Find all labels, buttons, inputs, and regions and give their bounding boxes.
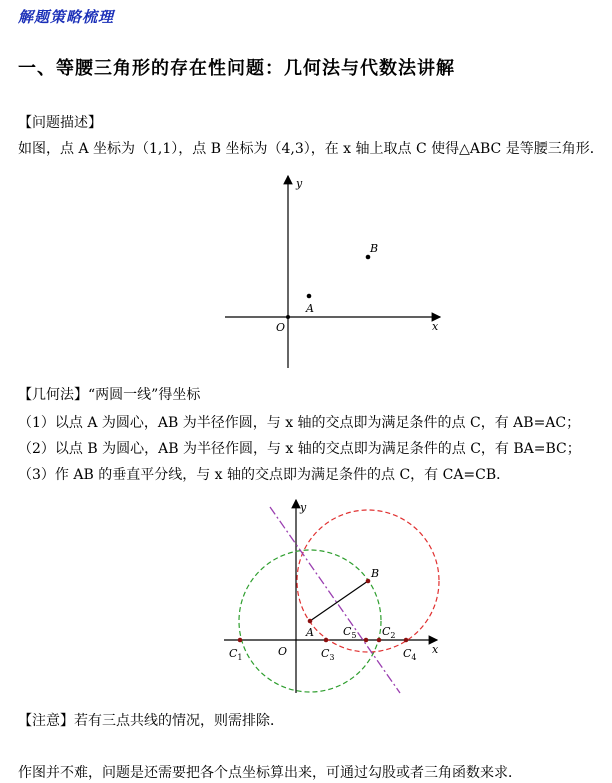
point-b-label: B — [371, 567, 380, 580]
note-text: 若有三点共线的情况，则需排除． — [74, 713, 284, 729]
point-b — [366, 579, 371, 584]
geometric-label: 【几何法】“两圆一线”得坐标 — [18, 387, 201, 403]
point-c2 — [377, 638, 382, 643]
point-c4-label: $C_4$ — [403, 647, 417, 662]
point-a — [307, 294, 312, 299]
x-axis-label: x — [432, 643, 439, 656]
point-a-label: A — [306, 302, 314, 315]
origin-label: O — [276, 321, 286, 334]
section-title: 解题策略梳理 — [18, 8, 115, 26]
point-a — [308, 619, 313, 624]
point-c3 — [324, 638, 329, 643]
point-b — [366, 255, 371, 260]
perpendicular-bisector — [270, 507, 400, 693]
note-label: 【注意】 — [18, 713, 74, 729]
figure-1-coordinate-plane — [220, 170, 450, 375]
x-axis-label: x — [432, 320, 439, 333]
point-c5-label: $C_5$ — [343, 625, 357, 640]
point-a-label: A — [306, 626, 314, 639]
origin-point — [286, 315, 290, 319]
origin-label: O — [278, 645, 288, 658]
geometric-step-1: （1）以点 A 为圆心，AB 为半径作圆，与 x 轴的交点即为满足条件的点 C，有 AB=AC； — [18, 415, 581, 431]
point-c1 — [238, 638, 243, 643]
geometric-step-2: （2）以点 B 为圆心，AB 为半径作圆，与 x 轴的交点即为满足条件的点 C，有 BA=BC； — [18, 441, 581, 457]
figure-2-construction — [222, 495, 447, 700]
note — [18, 710, 284, 730]
geometric-step-3: （3）作 AB 的垂直平分线，与 x 轴的交点即为满足条件的点 C，有 CA=CB． — [18, 467, 511, 483]
point-c1-label: $C_1$ — [229, 647, 243, 662]
main-heading: 一、等腰三角形的存在性问题：几何法与代数法讲解 — [18, 58, 455, 79]
point-c5 — [364, 638, 369, 643]
point-c2-label: $C_2$ — [382, 625, 396, 640]
closing-text: 作图并不难，问题是还需要把各个点坐标算出来，可通过勾股或者三角函数来求． — [18, 765, 522, 781]
y-axis-label: y — [300, 501, 307, 514]
point-c3-label: $C_3$ — [321, 647, 335, 662]
point-c4 — [404, 638, 409, 643]
problem-label: 【问题描述】 — [18, 115, 102, 131]
y-axis-label: y — [296, 177, 303, 190]
segment-ab — [310, 581, 368, 621]
problem-text: 如图，点 A 坐标为（1,1），点 B 坐标为（4,3），在 x 轴上取点 C 使得△ABC 是等腰三角形． — [18, 141, 604, 157]
point-b-label: B — [370, 242, 379, 255]
